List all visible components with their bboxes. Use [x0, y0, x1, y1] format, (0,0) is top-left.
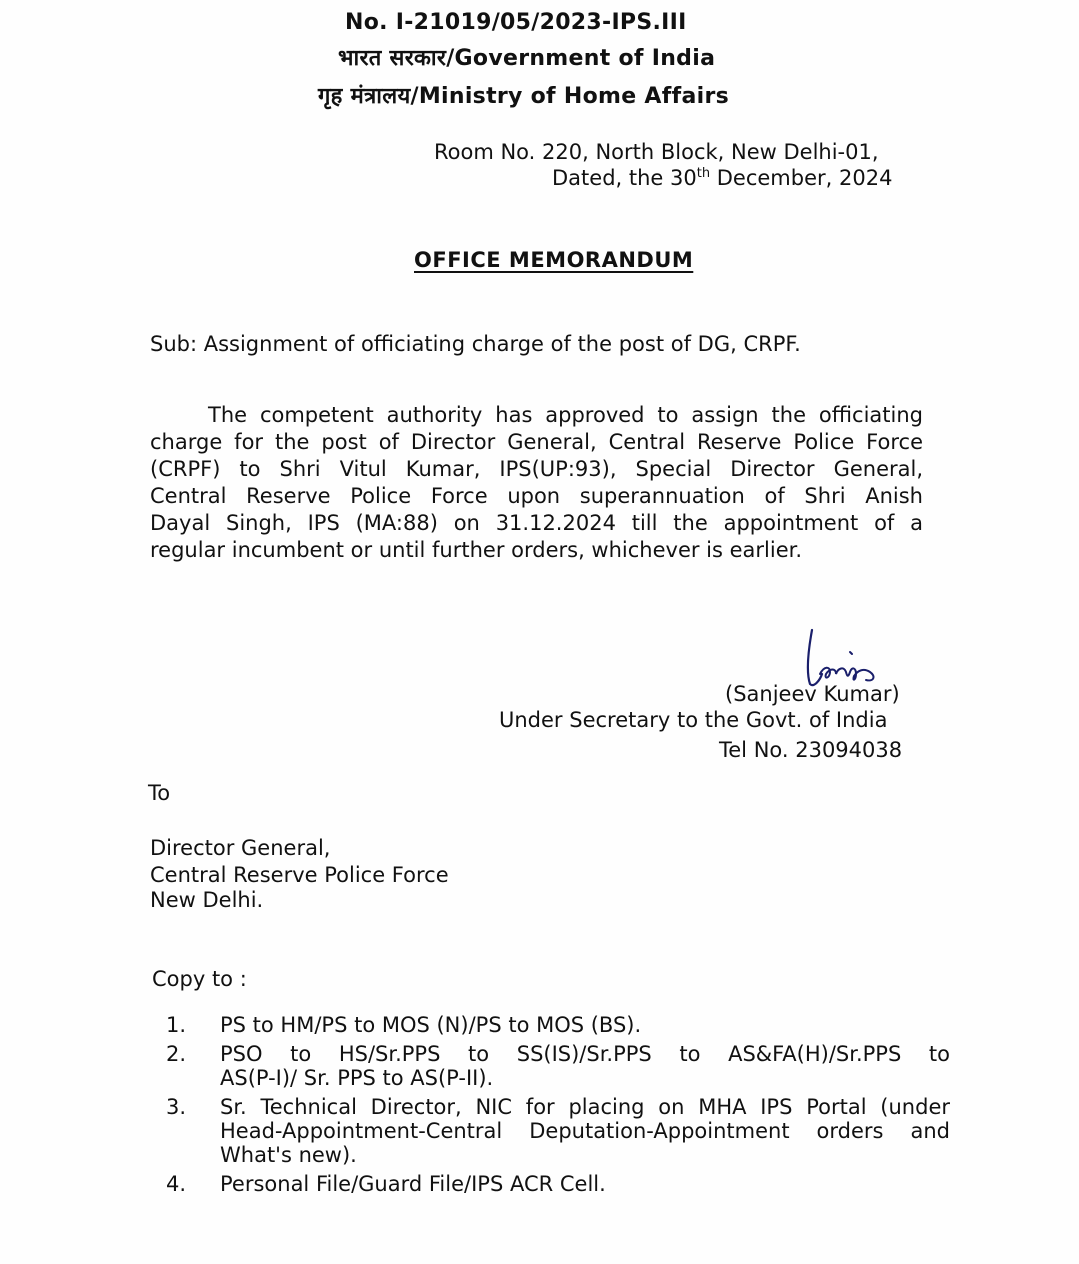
list-item	[150, 1172, 950, 1196]
signatory-designation: Under Secretary to the Govt. of India	[499, 708, 888, 732]
list-line: Sr. Technical Director, NIC for placing on MHA IPS Portal (under	[220, 1095, 950, 1119]
body-line: The competent authority has approved to assign the officiating	[208, 403, 923, 427]
list-line: Head-Appointment-Central Deputation-Appointment orders and	[220, 1119, 950, 1143]
list-item	[150, 1013, 950, 1037]
copy-to-label: Copy to :	[152, 967, 247, 991]
body-line: regular incumbent or until further orders, whichever is earlier.	[150, 538, 803, 562]
list-line: AS(P-I)/ Sr. PPS to AS(P-II).	[220, 1066, 494, 1090]
addressee-line: New Delhi.	[150, 888, 264, 912]
subject-line: Sub: Assignment of officiating charge of the post of DG, CRPF.	[150, 332, 801, 356]
signatory-name: (Sanjeev Kumar)	[725, 682, 900, 706]
list-line: PSO to HS/Sr.PPS to SS(IS)/Sr.PPS to AS&FA(H)/Sr.PPS to	[220, 1042, 950, 1066]
list-number: 3.	[166, 1095, 187, 1119]
signatory-phone: Tel No. 23094038	[719, 738, 903, 762]
list-number: 1.	[166, 1013, 187, 1037]
addressee-line: Central Reserve Police Force	[150, 863, 449, 887]
list-line: What's new).	[220, 1143, 357, 1167]
list-line: Personal File/Guard File/IPS ACR Cell.	[220, 1172, 606, 1196]
copy-to-list	[150, 1013, 950, 1201]
list-line: PS to HM/PS to MOS (N)/PS to MOS (BS).	[220, 1013, 642, 1037]
list-number: 4.	[166, 1172, 187, 1196]
office-address: Room No. 220, North Block, New Delhi-01,	[434, 140, 879, 164]
list-item	[150, 1095, 950, 1167]
government-heading: भारत सरकार/Government of India	[338, 46, 716, 71]
list-item	[150, 1042, 950, 1090]
body-line: Dayal Singh, IPS (MA:88) on 31.12.2024 till the appointment of a	[150, 511, 923, 535]
addressee-line: Director General,	[150, 836, 331, 860]
body-line: Central Reserve Police Force upon superannuation of Shri Anish	[150, 484, 923, 508]
to-label: To	[148, 781, 171, 805]
file-number: No. I-21019/05/2023-IPS.III	[345, 10, 687, 35]
body-line: (CRPF) to Shri Vitul Kumar, IPS(UP:93), Special Director General,	[150, 457, 923, 481]
memo-title: OFFICE MEMORANDUM	[414, 248, 694, 272]
list-number: 2.	[166, 1042, 187, 1066]
body-line: charge for the post of Director General, Central Reserve Police Force	[150, 430, 923, 454]
body-paragraph	[150, 402, 923, 564]
ministry-heading: गृह मंत्रालय/Ministry of Home Affairs	[318, 84, 730, 109]
memo-date: Dated, the 30th December, 2024	[552, 166, 893, 190]
